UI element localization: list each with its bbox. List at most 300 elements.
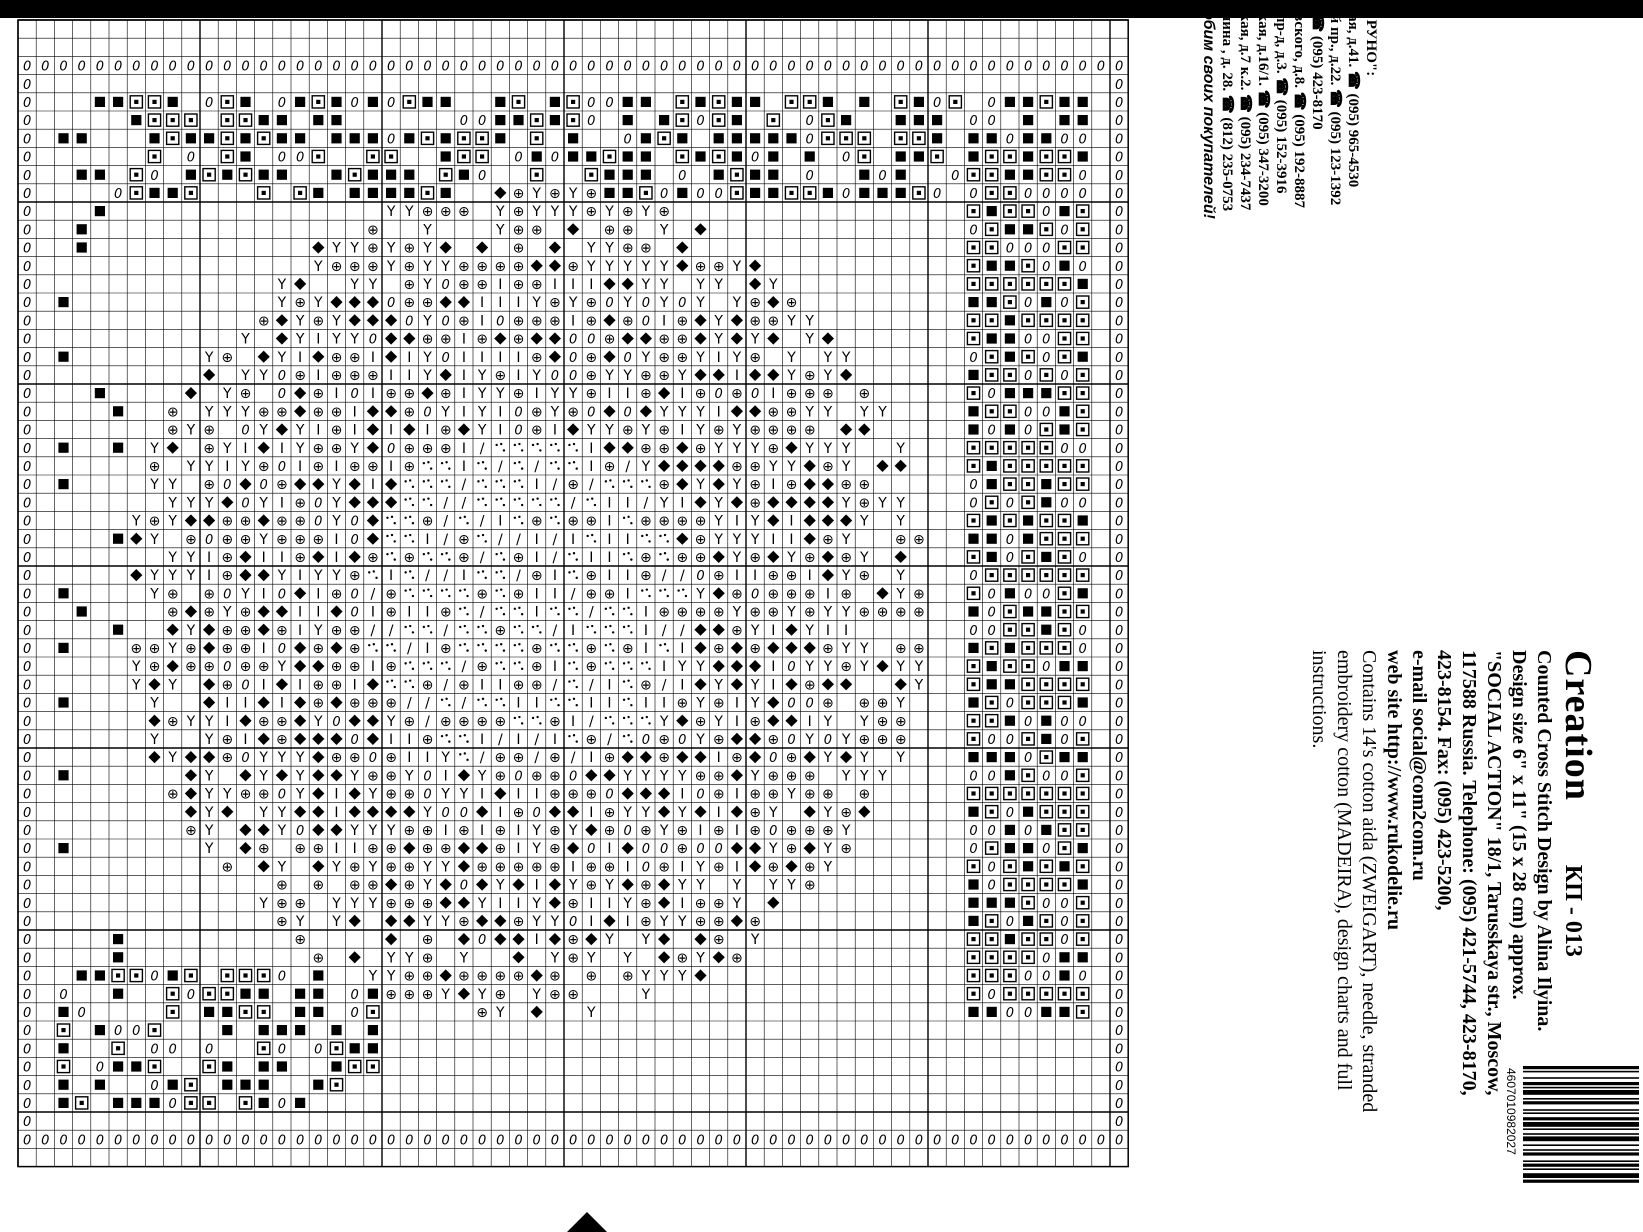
svg-text:⊕: ⊕ [166, 604, 179, 621]
svg-text:⊕: ⊕ [749, 458, 761, 475]
svg-text:Y: Y [368, 859, 378, 876]
svg-text:⊕: ⊕ [403, 386, 416, 403]
svg-text:I: I [407, 731, 412, 748]
svg-text:Y: Y [332, 568, 341, 585]
svg-text:0: 0 [1023, 1133, 1033, 1149]
svg-text:0: 0 [22, 569, 32, 585]
svg-text:⊕: ⊕ [512, 586, 525, 603]
svg-text:0: 0 [1114, 823, 1124, 839]
svg-text:0: 0 [1114, 860, 1124, 876]
svg-text:/: / [679, 568, 685, 585]
svg-text:I: I [425, 604, 430, 621]
svg-text:Y: Y [150, 531, 159, 548]
svg-text:/: / [552, 477, 558, 494]
svg-text:⊕: ⊕ [439, 841, 452, 858]
svg-text:⊕: ⊕ [221, 750, 234, 767]
svg-text:I: I [516, 695, 521, 712]
svg-text:0: 0 [1114, 1115, 1124, 1131]
svg-text:⊕: ⊕ [494, 986, 507, 1003]
svg-text:Y: Y [714, 677, 723, 694]
svg-text:⊕: ⊕ [640, 513, 652, 530]
center-arrow-icon [567, 1212, 607, 1232]
svg-text:0: 0 [95, 59, 105, 75]
svg-text:⊕: ⊕ [640, 913, 652, 930]
svg-text:0: 0 [132, 59, 141, 75]
svg-text:I: I [316, 604, 321, 621]
svg-text:⊕: ⊕ [767, 731, 780, 748]
pattern-code: КП - 013 [1560, 864, 1586, 957]
svg-text:I: I [534, 604, 539, 621]
svg-text:⊕: ⊕ [803, 768, 816, 785]
svg-text:0: 0 [477, 114, 487, 130]
svg-text:Y: Y [186, 458, 196, 475]
svg-text:⊕: ⊕ [348, 458, 361, 475]
svg-text:0: 0 [1060, 732, 1069, 748]
svg-text:I: I [753, 568, 758, 585]
svg-text:0: 0 [168, 1042, 177, 1058]
svg-text:0: 0 [241, 59, 250, 75]
svg-text:0: 0 [204, 59, 214, 75]
svg-text:0: 0 [22, 842, 32, 858]
svg-text:Y: Y [823, 440, 833, 457]
svg-text:0: 0 [295, 59, 305, 75]
svg-text:0: 0 [350, 732, 359, 748]
svg-text:0: 0 [477, 59, 487, 75]
svg-text:0: 0 [1060, 933, 1069, 949]
svg-text:0: 0 [696, 186, 705, 202]
svg-text:⊕: ⊕ [403, 713, 416, 730]
svg-text:Y: Y [295, 331, 305, 348]
svg-text:⊕: ⊕ [694, 549, 707, 566]
svg-text:0: 0 [587, 842, 596, 858]
svg-text:Y: Y [186, 568, 196, 585]
svg-text:0: 0 [113, 1024, 123, 1040]
svg-text:I: I [498, 295, 503, 312]
svg-text:I: I [334, 549, 339, 566]
svg-text:I: I [389, 458, 394, 475]
svg-text:⊕: ⊕ [439, 713, 452, 730]
svg-text:⊕: ⊕ [767, 404, 780, 421]
svg-text:⊕: ⊕ [530, 768, 543, 785]
svg-text:⊕: ⊕ [221, 677, 234, 694]
svg-text:0: 0 [932, 95, 942, 111]
svg-text:I: I [516, 731, 521, 748]
svg-text:⊕: ⊕ [749, 786, 761, 803]
svg-text:0: 0 [22, 186, 32, 202]
svg-text:Y: Y [332, 895, 341, 912]
svg-text:0: 0 [1114, 223, 1124, 239]
svg-text:I: I [461, 331, 466, 348]
svg-text:⊕: ⊕ [421, 677, 434, 694]
svg-text:0: 0 [405, 1133, 414, 1149]
svg-text:I: I [534, 877, 539, 894]
svg-text:Y: Y [714, 713, 723, 730]
svg-text:0: 0 [987, 769, 996, 785]
svg-text:Y: Y [477, 986, 487, 1003]
svg-text:⊕: ⊕ [567, 513, 579, 530]
svg-text:I: I [480, 677, 485, 694]
svg-text:0: 0 [1042, 969, 1051, 985]
svg-text:0: 0 [605, 787, 614, 803]
svg-text:0: 0 [659, 1133, 669, 1149]
svg-text:0: 0 [113, 186, 123, 202]
svg-text:0: 0 [59, 987, 68, 1003]
svg-text:⊕: ⊕ [567, 950, 579, 967]
svg-text:0: 0 [1114, 951, 1124, 967]
svg-text:I: I [734, 513, 739, 530]
svg-text:0: 0 [22, 368, 32, 384]
svg-text:⊕: ⊕ [330, 750, 343, 767]
svg-text:0: 0 [787, 696, 796, 712]
svg-text:Y: Y [350, 440, 359, 457]
svg-text:0: 0 [987, 95, 996, 111]
svg-text:0: 0 [95, 1133, 105, 1149]
svg-text:⊕: ⊕ [676, 349, 689, 366]
svg-text:Y: Y [696, 349, 705, 366]
svg-text:I: I [461, 367, 466, 384]
svg-text:⊕: ⊕ [348, 877, 361, 894]
svg-text:0: 0 [459, 805, 469, 821]
svg-text:0: 0 [841, 150, 851, 166]
svg-text:⊕: ⊕ [367, 367, 379, 384]
svg-text:⊕: ⊕ [348, 659, 361, 676]
svg-text:⊕: ⊕ [476, 713, 488, 730]
svg-text:⊕: ⊕ [731, 458, 743, 475]
svg-text:0: 0 [1114, 933, 1124, 949]
svg-text:I: I [680, 640, 685, 657]
svg-text:Y: Y [295, 786, 305, 803]
svg-text:Y: Y [259, 531, 268, 548]
svg-text:I: I [734, 695, 739, 712]
svg-text:Y: Y [623, 804, 632, 821]
svg-text:Y: Y [750, 695, 760, 712]
svg-text:⊕: ⊕ [512, 549, 525, 566]
svg-text:Y: Y [368, 968, 378, 985]
svg-text:0: 0 [568, 59, 578, 75]
svg-text:⊕: ⊕ [512, 331, 525, 348]
svg-text:Y: Y [186, 713, 196, 730]
svg-text:⊕: ⊕ [749, 913, 761, 930]
svg-text:0: 0 [914, 59, 924, 75]
svg-text:⊕: ⊕ [294, 932, 306, 949]
svg-text:⊕: ⊕ [221, 549, 234, 566]
svg-text:0: 0 [77, 59, 86, 75]
svg-text:Y: Y [441, 986, 450, 1003]
svg-text:0: 0 [22, 350, 32, 366]
svg-text:0: 0 [605, 59, 614, 75]
svg-text:⊕: ⊕ [276, 713, 288, 730]
svg-text:0: 0 [641, 732, 651, 748]
svg-text:0: 0 [1114, 168, 1124, 184]
svg-text:Y: Y [860, 713, 869, 730]
svg-text:0: 0 [987, 623, 996, 639]
svg-text:⊕: ⊕ [749, 549, 761, 566]
svg-text:⊕: ⊕ [530, 276, 543, 293]
svg-text:/: / [443, 531, 449, 548]
svg-text:0: 0 [914, 1133, 924, 1149]
svg-text:0: 0 [1023, 823, 1033, 839]
svg-text:Y: Y [332, 313, 341, 330]
svg-text:Y: Y [314, 568, 323, 585]
svg-text:Y: Y [659, 295, 669, 312]
svg-text:⊕: ⊕ [512, 913, 525, 930]
svg-text:⊕: ⊕ [694, 386, 707, 403]
svg-text:⊕: ⊕ [567, 786, 579, 803]
svg-text:⊕: ⊕ [203, 604, 215, 621]
svg-text:0: 0 [769, 1133, 778, 1149]
svg-text:0: 0 [932, 186, 942, 202]
svg-text:⊕: ⊕ [421, 986, 434, 1003]
svg-text:⊕: ⊕ [257, 313, 270, 330]
svg-text:⊕: ⊕ [312, 404, 325, 421]
svg-text:0: 0 [769, 751, 778, 767]
svg-text:Y: Y [532, 822, 541, 839]
svg-text:I: I [516, 349, 521, 366]
svg-text:I: I [571, 859, 576, 876]
svg-text:Y: Y [550, 913, 560, 930]
svg-text:⊕: ⊕ [385, 659, 397, 676]
svg-text:Y: Y [386, 713, 396, 730]
svg-text:0: 0 [878, 1133, 887, 1149]
svg-text:⊕: ⊕ [494, 768, 507, 785]
svg-text:0: 0 [951, 1133, 960, 1149]
svg-text:⊕: ⊕ [767, 768, 780, 785]
svg-text:I: I [589, 804, 594, 821]
svg-text:0: 0 [241, 1133, 250, 1149]
svg-text:I: I [389, 422, 394, 439]
svg-text:I: I [334, 458, 339, 475]
svg-text:⊕: ⊕ [840, 804, 852, 821]
svg-text:⊕: ⊕ [785, 295, 798, 312]
svg-text:I: I [534, 786, 539, 803]
svg-text:0: 0 [1114, 259, 1124, 275]
svg-text:0: 0 [1042, 896, 1051, 912]
svg-text:I: I [534, 386, 539, 403]
svg-text:0: 0 [22, 587, 32, 603]
svg-text:0: 0 [1114, 296, 1124, 312]
svg-text:⊕: ⊕ [549, 841, 561, 858]
svg-text:Y: Y [386, 258, 396, 275]
svg-text:I: I [352, 677, 357, 694]
svg-text:⊕: ⊕ [476, 1004, 488, 1021]
svg-text:I: I [680, 895, 685, 912]
svg-text:Y: Y [150, 440, 159, 457]
svg-text:0: 0 [423, 59, 432, 75]
store-heading: Е РУНО": [1363, 6, 1379, 77]
svg-text:⊕: ⊕ [458, 822, 470, 839]
svg-text:Y: Y [841, 768, 851, 785]
svg-text:⊕: ⊕ [803, 422, 816, 439]
svg-text:0: 0 [1114, 478, 1124, 494]
svg-text:0: 0 [805, 114, 814, 130]
svg-text:I: I [316, 586, 321, 603]
svg-text:I: I [643, 640, 648, 657]
svg-text:⊕: ⊕ [512, 240, 525, 257]
svg-text:I: I [425, 640, 430, 657]
svg-text:Y: Y [841, 458, 851, 475]
svg-text:I: I [571, 276, 576, 293]
svg-text:I: I [552, 731, 557, 748]
svg-text:I: I [243, 731, 248, 748]
svg-text:0: 0 [459, 114, 469, 130]
svg-text:0: 0 [969, 823, 978, 839]
svg-text:I: I [589, 276, 594, 293]
svg-text:I: I [298, 677, 303, 694]
svg-text:⊕: ⊕ [585, 586, 598, 603]
svg-text:⊕: ⊕ [221, 640, 234, 657]
svg-text:Y: Y [732, 877, 742, 894]
svg-text:/: / [534, 458, 540, 475]
svg-text:⊕: ⊕ [458, 313, 470, 330]
svg-text:I: I [298, 622, 303, 639]
svg-text:Y: Y [641, 804, 651, 821]
svg-text:⊕: ⊕ [585, 859, 598, 876]
svg-text:0: 0 [132, 1024, 141, 1040]
svg-text:⊕: ⊕ [439, 640, 452, 657]
svg-text:⊕: ⊕ [403, 822, 416, 839]
svg-text:0: 0 [22, 277, 32, 293]
store-line-6: ская, д.16/1. ☎ (095) 347-3200 [1255, 6, 1271, 206]
svg-text:0: 0 [22, 150, 32, 166]
svg-text:Y: Y [441, 786, 450, 803]
svg-text:I: I [607, 695, 612, 712]
svg-text:0: 0 [623, 1133, 632, 1149]
svg-text:Y: Y [623, 295, 632, 312]
svg-text:Y: Y [641, 204, 651, 221]
svg-text:/: / [497, 458, 503, 475]
svg-text:⊕: ⊕ [603, 458, 616, 475]
svg-text:0: 0 [623, 350, 632, 366]
svg-text:0: 0 [477, 1133, 487, 1149]
svg-text:I: I [261, 677, 266, 694]
svg-text:Y: Y [787, 313, 796, 330]
svg-text:Y: Y [841, 531, 851, 548]
svg-text:0: 0 [22, 951, 32, 967]
svg-text:0: 0 [532, 805, 541, 821]
svg-text:0: 0 [186, 150, 196, 166]
svg-text:0: 0 [1023, 423, 1033, 439]
svg-text:0: 0 [568, 350, 578, 366]
svg-text:Y: Y [860, 404, 869, 421]
svg-text:0: 0 [22, 496, 32, 512]
svg-text:0: 0 [459, 878, 469, 894]
svg-text:0: 0 [696, 114, 705, 130]
svg-text:Y: Y [259, 895, 268, 912]
svg-text:0: 0 [787, 1133, 796, 1149]
svg-text:Y: Y [532, 367, 541, 384]
svg-text:⊕: ⊕ [166, 586, 179, 603]
svg-text:0: 0 [223, 587, 232, 603]
svg-text:⊕: ⊕ [276, 622, 288, 639]
svg-text:0: 0 [987, 387, 996, 403]
svg-text:/: / [479, 513, 485, 530]
svg-text:⊕: ⊕ [476, 586, 488, 603]
top-black-bar [0, 0, 1643, 18]
svg-text:⊕: ⊕ [621, 968, 634, 985]
svg-text:0: 0 [59, 1133, 68, 1149]
svg-text:0: 0 [1023, 368, 1033, 384]
svg-text:I: I [516, 295, 521, 312]
svg-text:⊕: ⊕ [330, 659, 343, 676]
svg-text:I: I [207, 568, 212, 585]
svg-text:⊕: ⊕ [367, 877, 379, 894]
svg-text:0: 0 [878, 59, 887, 75]
svg-text:I: I [534, 586, 539, 603]
svg-text:⊕: ⊕ [894, 731, 907, 748]
svg-text:⊕: ⊕ [530, 222, 543, 239]
svg-text:0: 0 [1042, 405, 1051, 421]
svg-text:Y: Y [678, 768, 687, 785]
svg-text:Y: Y [896, 440, 905, 457]
svg-text:I: I [316, 422, 321, 439]
svg-text:⊕: ⊕ [276, 731, 288, 748]
svg-text:Y: Y [659, 276, 669, 293]
svg-text:0: 0 [1114, 969, 1124, 985]
svg-text:0: 0 [587, 405, 596, 421]
svg-text:0: 0 [223, 1133, 232, 1149]
svg-text:⊕: ⊕ [585, 568, 598, 585]
svg-text:0: 0 [787, 59, 796, 75]
svg-text:⊕: ⊕ [621, 204, 634, 221]
svg-text:0: 0 [1114, 1133, 1124, 1149]
svg-text:I: I [771, 386, 776, 403]
svg-text:Y: Y [823, 367, 833, 384]
svg-text:⊕: ⊕ [276, 531, 288, 548]
svg-text:⊕: ⊕ [585, 968, 598, 985]
svg-text:Y: Y [186, 622, 196, 639]
svg-text:/: / [625, 458, 631, 475]
svg-text:Y: Y [696, 295, 705, 312]
svg-text:I: I [607, 386, 612, 403]
svg-text:0: 0 [805, 59, 814, 75]
svg-text:Y: Y [423, 367, 432, 384]
svg-text:0: 0 [477, 933, 487, 949]
svg-text:0: 0 [22, 332, 32, 348]
svg-text:0: 0 [1005, 914, 1015, 930]
svg-text:⊕: ⊕ [658, 731, 670, 748]
svg-text:⊕: ⊕ [312, 313, 325, 330]
svg-text:0: 0 [1005, 496, 1015, 512]
svg-text:/: / [607, 731, 612, 748]
svg-text:I: I [516, 367, 521, 384]
svg-text:⊕: ⊕ [185, 822, 197, 839]
svg-text:Y: Y [168, 477, 177, 494]
store-line-3: . ☎ (095) 423-8170 [1309, 6, 1325, 130]
svg-text:⊕: ⊕ [367, 222, 379, 239]
svg-text:0: 0 [1114, 623, 1124, 639]
svg-text:0: 0 [514, 423, 523, 439]
svg-text:⊕: ⊕ [276, 477, 288, 494]
stitch-chart [0, 18, 1150, 1218]
svg-text:Y: Y [641, 986, 651, 1003]
svg-text:Y: Y [186, 495, 196, 512]
svg-text:0: 0 [514, 405, 523, 421]
svg-text:⊕: ⊕ [330, 367, 343, 384]
svg-text:I: I [807, 568, 812, 585]
svg-text:⊕: ⊕ [640, 822, 652, 839]
contents-line-2: embroidery cotton (MADEIRA), design charts and full [1333, 650, 1355, 1091]
svg-text:Y: Y [332, 859, 341, 876]
svg-text:/: / [370, 622, 376, 639]
svg-text:0: 0 [241, 496, 250, 512]
svg-text:⊕: ⊕ [549, 313, 561, 330]
svg-text:I: I [662, 659, 667, 676]
svg-text:⊕: ⊕ [913, 640, 925, 657]
svg-text:Y: Y [204, 804, 214, 821]
svg-text:I: I [461, 458, 466, 475]
svg-text:⊕: ⊕ [567, 404, 579, 421]
svg-text:I: I [279, 549, 284, 566]
